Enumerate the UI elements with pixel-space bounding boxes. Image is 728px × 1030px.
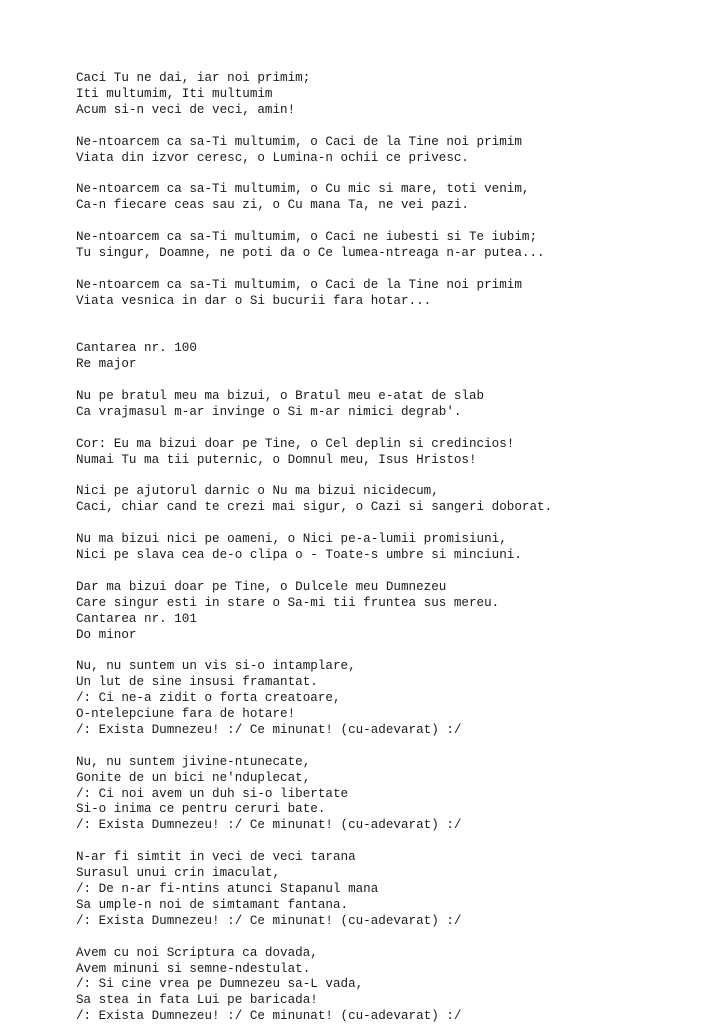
song-title: Cantarea nr. 101: [76, 611, 197, 626]
text-line: Si-o inima ce pentru ceruri bate.: [76, 802, 326, 817]
stanza-10: [76, 659, 716, 739]
text-line: O-ntelepciune fara de hotare!: [76, 707, 296, 722]
refrain-line: /: Exista Dumnezeu! :/ Ce minunat! (cu-adevarat) :/: [76, 1009, 462, 1024]
text-line: Surasul unui crin imaculat,: [76, 866, 281, 881]
stanza-9: [76, 580, 716, 644]
song-key: Re major: [76, 357, 137, 372]
text-line: Nici pe slava cea de-o clipa o - Toate-s umbre si minciuni.: [76, 548, 522, 563]
text-line: Nici pe ajutorul darnic o Nu ma bizui nicidecum,: [76, 484, 439, 499]
text-line: Numai Tu ma tii puternic, o Domnul meu, Isus Hristos!: [76, 452, 477, 467]
text-line: Ca vrajmasul m-ar invinge o Si m-ar nimici degrab'.: [76, 404, 462, 419]
stanza-3: [76, 182, 716, 214]
text-line: Tu singur, Doamne, ne poti da o Ce lumea-ntreaga n-ar putea...: [76, 245, 545, 260]
stanza-6: [76, 389, 716, 421]
text-line: Ne-ntoarcem ca sa-Ti multumim, o Caci ne iubesti si Te iubim;: [76, 230, 538, 245]
text-line: Ne-ntoarcem ca sa-Ti multumim, o Caci de la Tine noi primim: [76, 277, 522, 292]
text-line: Dar ma bizui doar pe Tine, o Dulcele meu Dumnezeu: [76, 579, 447, 594]
text-line: Ca-n fiecare ceas sau zi, o Cu mana Ta, ne vei pazi.: [76, 198, 469, 213]
blank-line: [76, 325, 716, 341]
text-line: Care singur esti in stare o Sa-mi tii fruntea sus mereu.: [76, 595, 500, 610]
text-line: Nu pe bratul meu ma bizui, o Bratul meu e-atat de slab: [76, 389, 485, 404]
text-line: Nu ma bizui nici pe oameni, o Nici pe-a-lumii promisiuni,: [76, 532, 507, 547]
text-line: Avem cu noi Scriptura ca dovada,: [76, 945, 318, 960]
text-line: Nu, nu suntem un vis si-o intamplare,: [76, 659, 356, 674]
text-line: Ne-ntoarcem ca sa-Ti multumim, o Caci de la Tine noi primim: [76, 134, 522, 149]
text-line: Viata din izvor ceresc, o Lumina-n ochii ce privesc.: [76, 150, 469, 165]
refrain-line: /: Exista Dumnezeu! :/ Ce minunat! (cu-adevarat) :/: [76, 818, 462, 833]
text-line: Sa umple-n noi de simtamant fantana.: [76, 897, 349, 912]
document-page: [76, 71, 716, 1025]
text-line: /: De n-ar fi-ntins atunci Stapanul mana: [76, 882, 379, 896]
text-line: /: Ci noi avem un duh si-o libertate: [76, 786, 349, 801]
stanza-2: [76, 135, 716, 167]
text-line: Viata vesnica in dar o Si bucurii fara hotar...: [76, 293, 432, 308]
text-line: Sa stea in fata Lui pe baricada!: [76, 993, 318, 1008]
stanza-4: [76, 230, 716, 262]
stanza-12: [76, 850, 716, 930]
text-line: Avem minuni si semne-ndestulat.: [76, 961, 311, 976]
text-line: Cor: Eu ma bizui doar pe Tine, o Cel deplin si credincios!: [76, 436, 515, 451]
stanza-8: [76, 532, 716, 564]
text-line: Caci Tu ne dai, iar noi primim;: [76, 71, 311, 85]
text-line: N-ar fi simtit in veci de veci tarana: [76, 850, 356, 865]
stanza-13: [76, 946, 716, 1026]
text-line: Un lut de sine insusi framantat.: [76, 675, 318, 690]
refrain-line: /: Exista Dumnezeu! :/ Ce minunat! (cu-adevarat) :/: [76, 722, 462, 737]
song-heading-100: [76, 341, 716, 373]
chorus: [76, 437, 716, 469]
song-title: Cantarea nr. 100: [76, 341, 197, 356]
stanza-1: [76, 71, 716, 119]
text-line: /: Si cine vrea pe Dumnezeu sa-L vada,: [76, 977, 364, 992]
text-line: Acum si-n veci de veci, amin!: [76, 102, 296, 117]
song-key: Do minor: [76, 627, 137, 642]
text-line: Ne-ntoarcem ca sa-Ti multumim, o Cu mic si mare, toti venim,: [76, 182, 530, 197]
text-line: Gonite de un bici ne'nduplecat,: [76, 770, 311, 785]
stanza-7: [76, 484, 716, 516]
stanza-5: [76, 278, 716, 310]
stanza-11: [76, 755, 716, 835]
text-line: Iti multumim, Iti multumim: [76, 86, 273, 101]
text-line: Nu, nu suntem jivine-ntunecate,: [76, 754, 311, 769]
text-line: Caci, chiar cand te crezi mai sigur, o Cazi si sangeri doborat.: [76, 500, 553, 515]
refrain-line: /: Exista Dumnezeu! :/ Ce minunat! (cu-adevarat) :/: [76, 913, 462, 928]
text-line: /: Ci ne-a zidit o forta creatoare,: [76, 691, 341, 706]
